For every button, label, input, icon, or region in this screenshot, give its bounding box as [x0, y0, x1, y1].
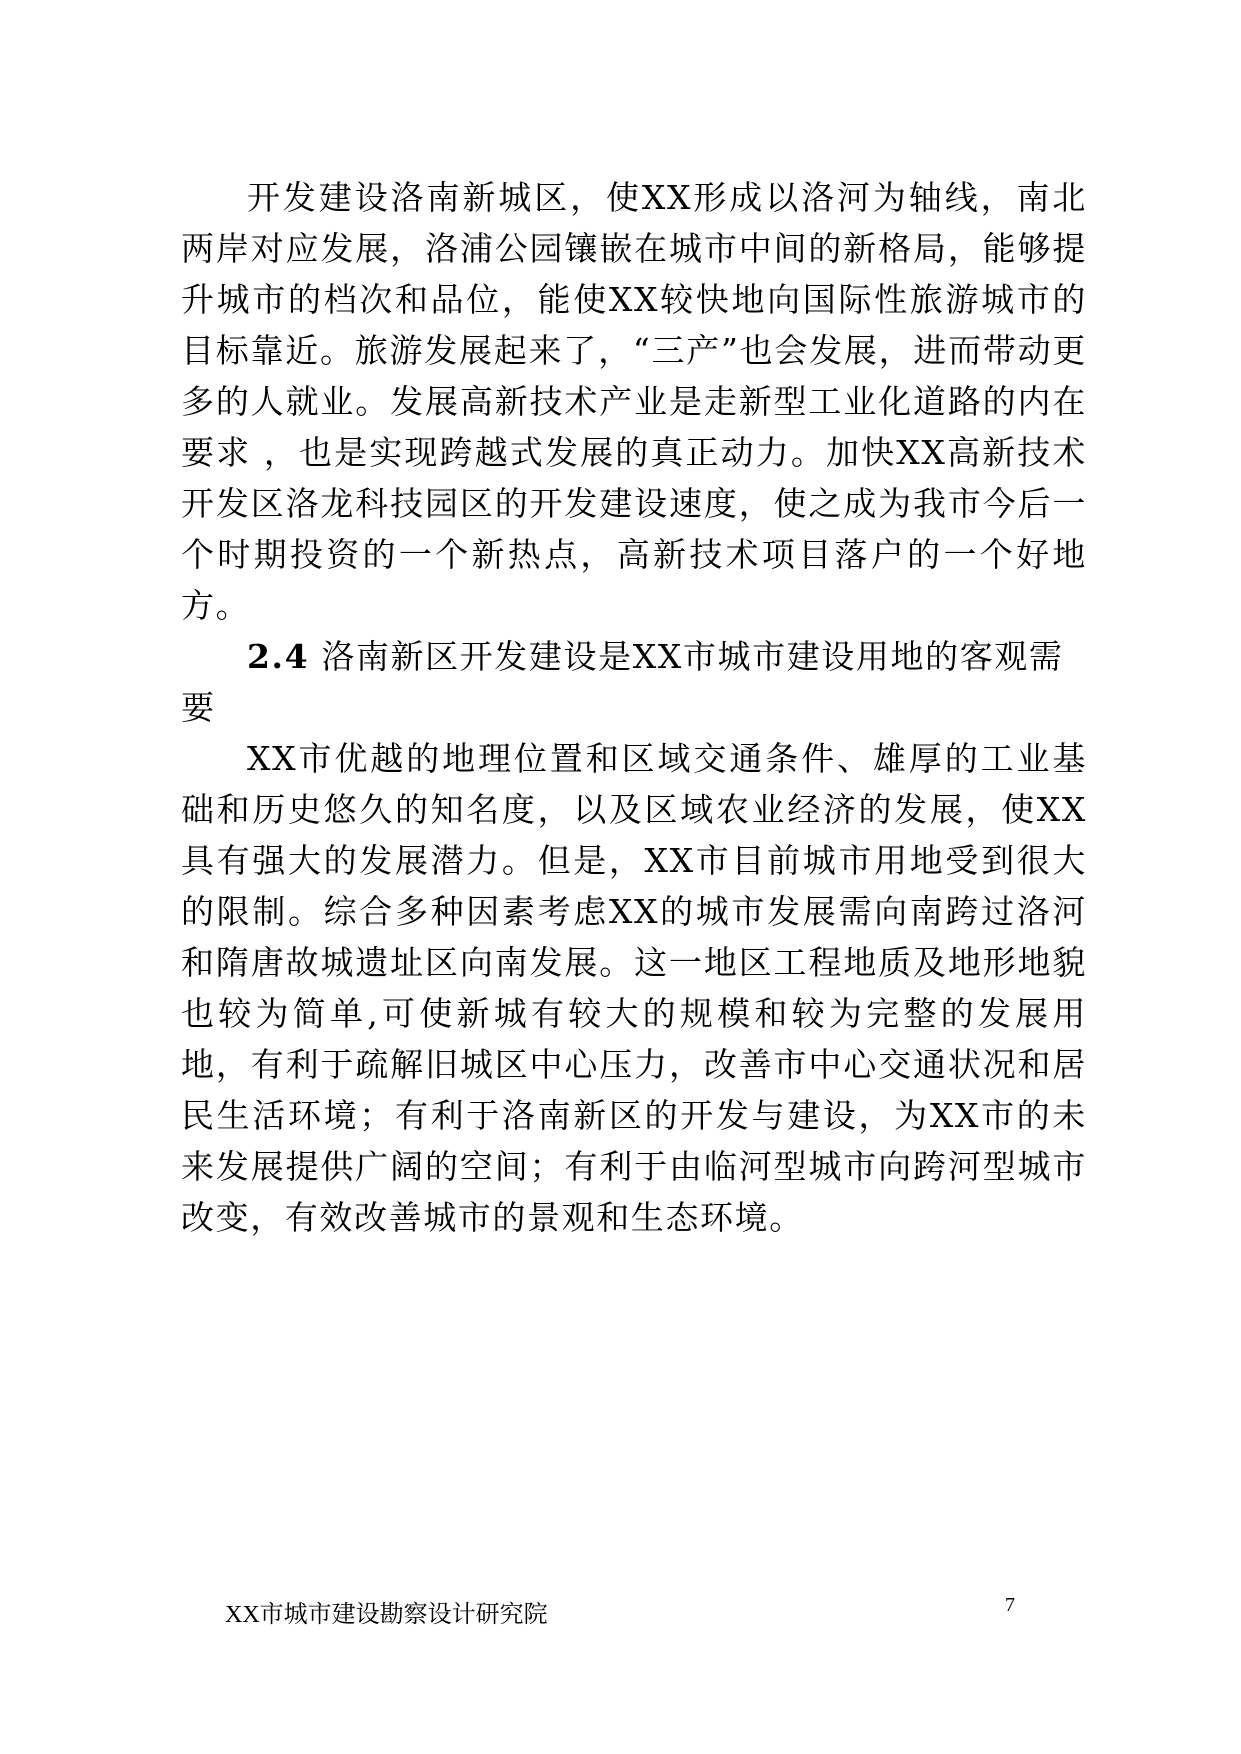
footer-organization: XX市城市建设勘察设计研究院 [225, 1602, 548, 1628]
document-body [181, 172, 1087, 1243]
page-number: 7 [1005, 1594, 1015, 1616]
paragraph: XX市优越的地理位置和区域交通条件、雄厚的工业基础和历史悠久的知名度，以及区域农业经济的发展，使XX具有强大的发展潜力。但是，XX市目前城市用地受到很大的限制。综合多种因素考虑XX的城市发展需向南跨过洛河和隋唐故城遗址区向南发展。这一地区工程地质及地形地貌也较为简单,可使新城有较大的规模和较为完整的发展用地，有利于疏解旧城区中心压力，改善市中心交通状况和居民生活环境；有利于洛南新区的开发与建设，为XX市的未来发展提供广阔的空间；有利于由临河型城市向跨河型城市改变，有效改善城市的景观和生态环境。 [181, 739, 1087, 1237]
section-heading [181, 631, 1087, 733]
section-title: 洛南新区开发建设是XX市城市建设用地的客观需要 [181, 637, 1064, 727]
page-footer [225, 1594, 1015, 1628]
paragraph: 开发建设洛南新城区，使XX形成以洛河为轴线，南北两岸对应发展，洛浦公园镶嵌在城市中间的新格局，能够提升城市的档次和品位，能使XX较快地向国际性旅游城市的目标靠近。旅游发展起来了，“三产”也会发展，进而带动更多的人就业。发展高新技术产业是走新型工业化道路的内在要求 ，也是实现跨越式发展的真正动力。加快XX高新技术开发区洛龙科技园区的开发建设速度，使之成为我市今后一个时期投资的一个新热点，高新技术项目落户的一个好地方。 [181, 178, 1087, 625]
section-number: 2.4 [247, 637, 310, 676]
